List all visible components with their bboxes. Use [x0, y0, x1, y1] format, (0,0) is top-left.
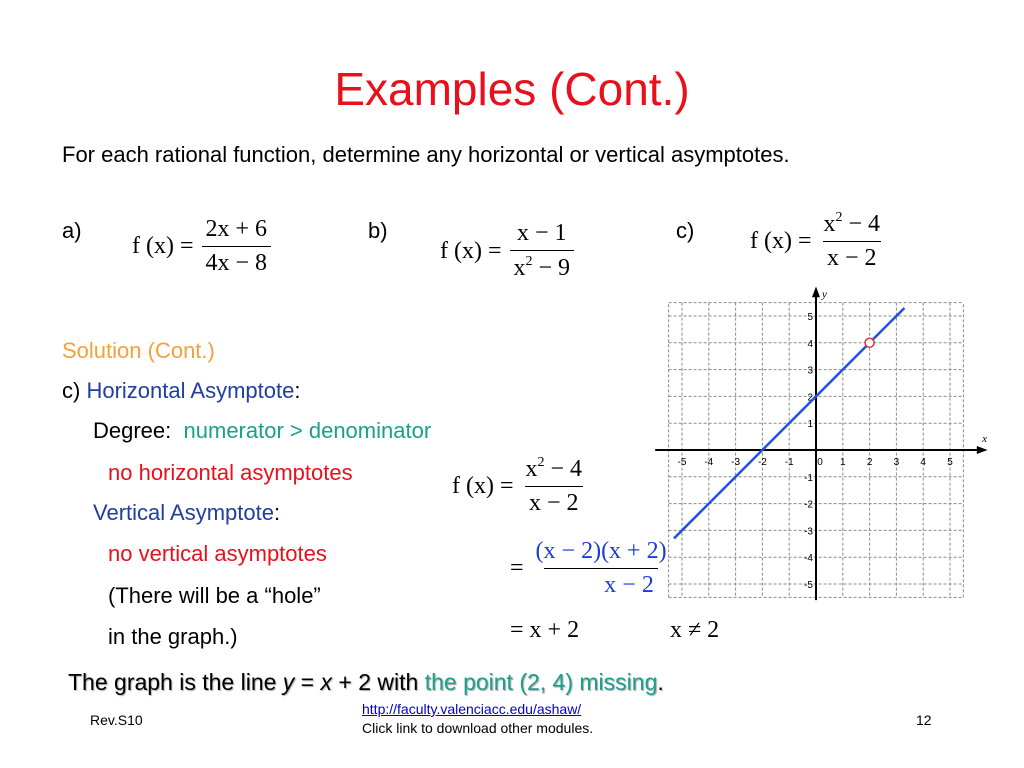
function-c-num-rest: − 4 [842, 211, 881, 237]
conclusion-part2: + 2 with [332, 669, 425, 695]
horizontal-colon: : [294, 378, 301, 403]
work-num-base: x [525, 456, 538, 482]
work-step2-denominator: x − 2 [544, 568, 658, 599]
x-tick-label: -5 [677, 457, 687, 468]
x-tick-label: 2 [866, 457, 873, 468]
function-b-numerator: x − 1 [517, 220, 567, 246]
work-lhs: f (x) = [452, 472, 514, 499]
solution-part-label: c) [62, 378, 81, 403]
x-tick-label: 0 [817, 457, 823, 468]
horizontal-asymptote-label: Horizontal Asymptote [86, 378, 295, 403]
graph [672, 288, 988, 608]
y-tick-label: 2 [807, 392, 813, 404]
y-tick-label: -4 [804, 553, 813, 565]
no-horizontal-text: no horizontal asymptotes [108, 460, 353, 485]
footer-link[interactable]: http://faculty.valenciacc.edu/ashaw/ [362, 701, 582, 717]
intro-text: For each rational function, determine any horizontal or vertical asymptotes. [62, 142, 790, 167]
work-step2-equals: = [510, 555, 524, 581]
footer-revision: Rev.S10 [90, 712, 143, 728]
work-step2-numerator: (x − 2)(x + 2) [535, 538, 667, 564]
work-num-rest: − 4 [544, 456, 583, 482]
work-num-exponent: 2 [537, 455, 545, 470]
conclusion-highlight: the point (2, 4) missing [424, 669, 658, 695]
y-tick-label: -2 [804, 499, 813, 511]
work-step1-numerator [522, 455, 587, 486]
x-tick-label: 4 [920, 457, 926, 468]
function-b-den-base: x [513, 255, 526, 281]
slide-title: Examples (Cont.) [334, 63, 690, 115]
vertical-colon: : [273, 500, 281, 525]
function-c-numerator [820, 210, 885, 241]
work-step1-fraction [522, 455, 587, 517]
vertical-asymptote-line [93, 500, 280, 526]
y-axis-label: y [822, 288, 827, 301]
hole-point [865, 338, 874, 347]
conclusion-eq: = [294, 669, 321, 695]
function-a-fraction [202, 216, 272, 277]
function-c-lhs: f (x) = [750, 227, 812, 254]
label-b: b) [368, 218, 388, 243]
x-tick-label: 5 [947, 457, 953, 468]
function-b-denominator [510, 250, 575, 282]
hole-note-line2: in the graph.) [108, 624, 238, 649]
work-step2 [510, 538, 671, 599]
x-tick-label: -3 [731, 457, 741, 468]
function-c-num-exponent: 2 [835, 210, 843, 225]
x-tick-label: -2 [757, 457, 767, 468]
work-step3 [510, 617, 579, 644]
function-a-denominator: 4x − 8 [202, 246, 272, 277]
function-a [132, 216, 271, 277]
y-tick-label: 1 [807, 419, 813, 431]
function-b-den-exponent: 2 [525, 254, 533, 269]
page-number: 12 [916, 712, 932, 728]
function-a-numerator: 2x + 6 [205, 216, 268, 242]
work-step3-text: = x + 2 [510, 617, 580, 643]
x-tick-label: -4 [704, 457, 714, 468]
label-c: c) [676, 218, 695, 243]
function-c-denominator: x − 2 [823, 241, 881, 272]
work-step2-fraction [532, 538, 671, 599]
work-step1-denominator: x − 2 [525, 486, 583, 517]
function-c-num-base: x [823, 211, 836, 237]
conclusion-end: . [657, 669, 664, 695]
function-a-lhs: f (x) = [132, 233, 194, 259]
solution-heading: Solution (Cont.) [62, 338, 215, 363]
function-b-fraction [510, 220, 575, 282]
degree-value: numerator > denominator [183, 418, 432, 443]
x-axis-label: x [982, 433, 988, 445]
function-b-den-rest: − 9 [532, 255, 571, 281]
y-tick-label: 5 [807, 312, 813, 323]
work-step1 [452, 455, 586, 517]
graph-tick-labels [678, 288, 988, 591]
x-tick-label: -1 [784, 457, 794, 468]
degree-label: Degree: [93, 418, 172, 443]
label-a: a) [62, 218, 82, 243]
x-tick-label: 3 [893, 457, 900, 468]
conclusion-x: x [320, 669, 333, 695]
x-tick-label: 1 [840, 457, 846, 468]
conclusion-part1: The graph is the line [68, 669, 283, 695]
function-b-lhs: f (x) = [440, 237, 502, 264]
y-tick-label: -5 [804, 580, 813, 591]
conclusion-text [68, 669, 664, 696]
y-tick-label: -3 [804, 526, 813, 538]
y-tick-label: -1 [804, 472, 813, 484]
function-b [440, 220, 574, 282]
graph-axes [655, 287, 987, 601]
y-axis-arrow [812, 287, 820, 298]
y-tick-label: 4 [807, 338, 813, 350]
no-vertical-text: no vertical asymptotes [108, 541, 327, 566]
function-c-fraction [820, 210, 885, 272]
vertical-asymptote-label: Vertical Asymptote [93, 500, 274, 525]
y-tick-label: 3 [807, 365, 813, 377]
degree-line [93, 418, 431, 444]
work-condition-text: x ≠ 2 [670, 617, 720, 643]
solution-part-c [62, 378, 300, 404]
conclusion-y: y [282, 669, 295, 695]
x-axis-arrow [977, 446, 988, 454]
work-condition [670, 617, 719, 644]
function-c [750, 210, 884, 272]
footer-note: Click link to download other modules. [362, 720, 594, 736]
hole-note-line1: (There will be a “hole” [108, 583, 321, 608]
